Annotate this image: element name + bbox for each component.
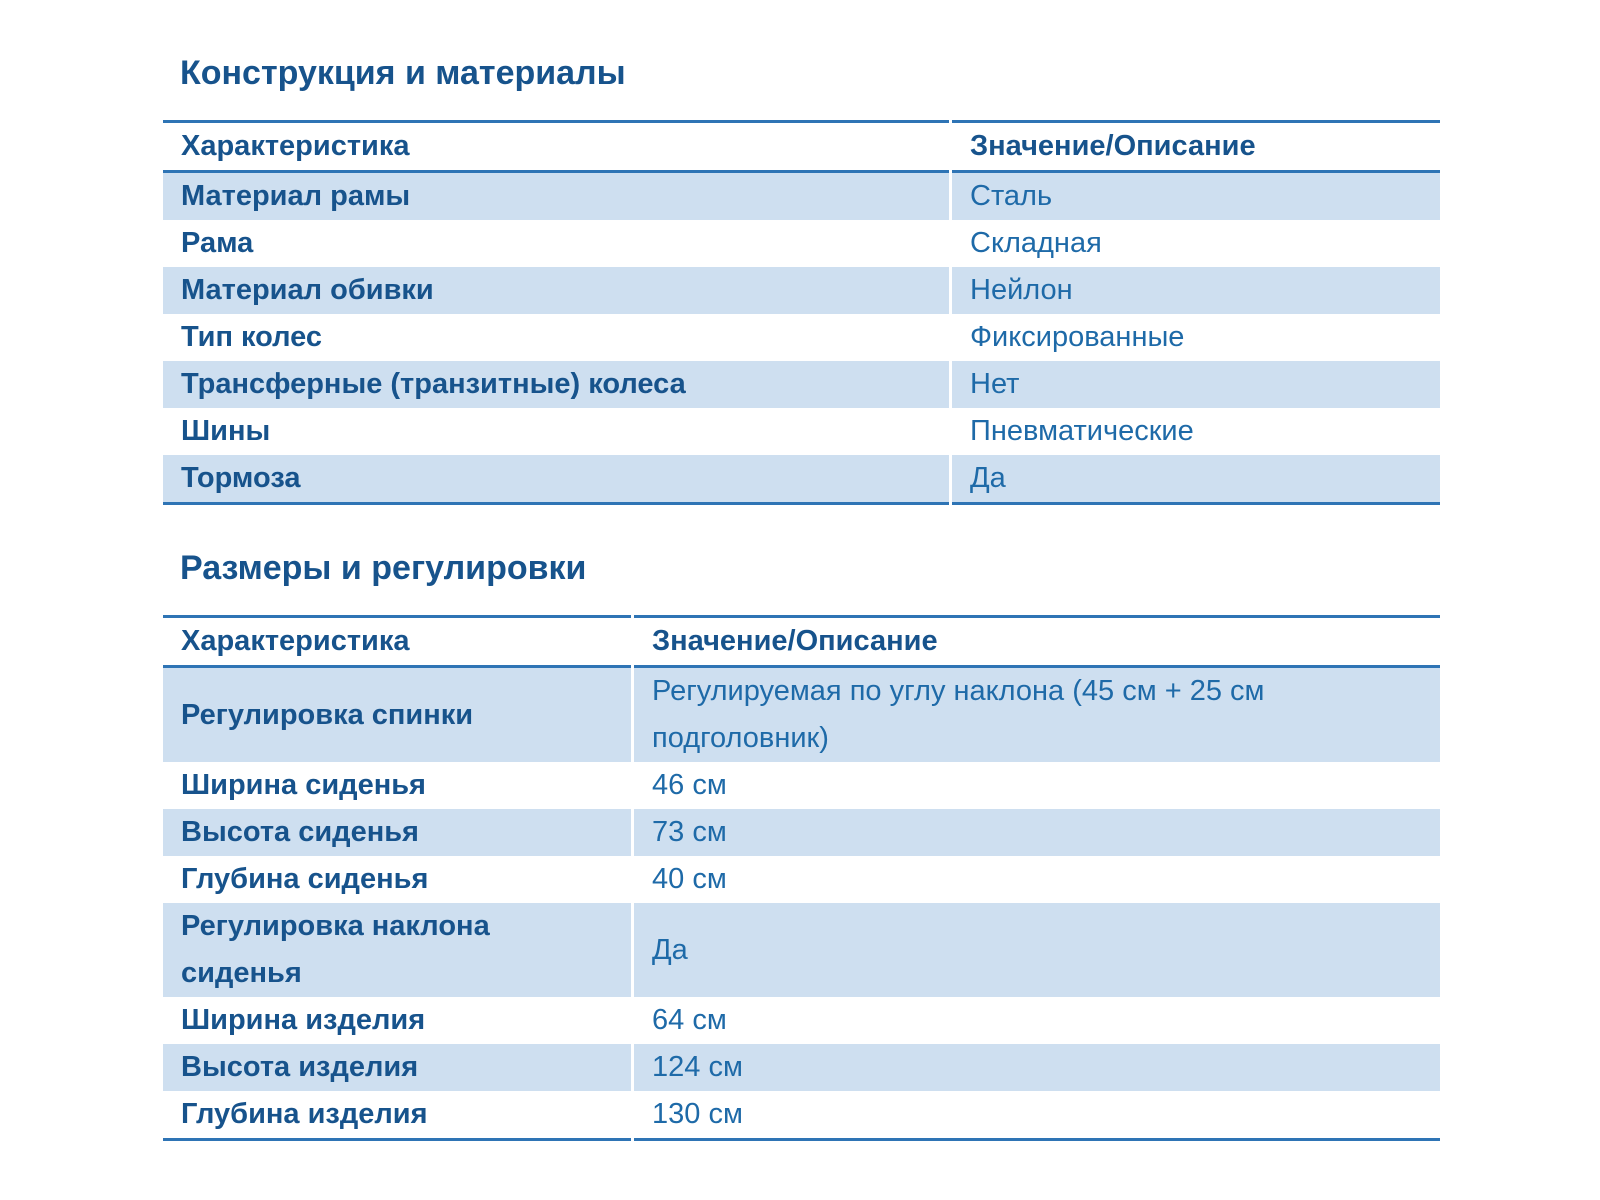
spec-label: Высота сиденья xyxy=(163,809,631,856)
spec-label: Материал рамы xyxy=(163,173,949,220)
spec-label: Тормоза xyxy=(163,455,949,505)
spec-label: Регулировка наклона сиденья xyxy=(163,903,631,997)
section-title-dimensions: Размеры и регулировки xyxy=(180,549,587,587)
table-row xyxy=(163,668,1440,762)
spec-label: Глубина сиденья xyxy=(181,863,429,895)
spec-value: Сталь xyxy=(952,173,1440,220)
spec-value: Да xyxy=(952,455,1440,505)
spec-label: Ширина сиденья xyxy=(181,769,426,801)
spec-label: Трансферные (транзитные) колеса xyxy=(163,361,949,408)
spec-value: Складная xyxy=(970,227,1102,259)
table-row xyxy=(163,408,1440,455)
spec-label: Материал обивки xyxy=(163,267,949,314)
spec-value: Нет xyxy=(952,361,1440,408)
spec-label: Тип колес xyxy=(181,321,323,353)
table-row xyxy=(163,455,1440,505)
table-row xyxy=(163,1044,1440,1091)
table-row xyxy=(163,856,1440,903)
table-row xyxy=(163,314,1440,361)
table-row xyxy=(163,361,1440,408)
table-row xyxy=(163,1091,1440,1141)
spec-value: Да xyxy=(634,903,1440,997)
table-row xyxy=(163,267,1440,314)
spec-value: Фиксированные xyxy=(970,321,1185,353)
spec-label: Рама xyxy=(181,227,254,259)
spec-label: Регулировка спинки xyxy=(163,668,631,762)
section-title-construction: Конструкция и материалы xyxy=(180,54,626,92)
spec-value: Нейлон xyxy=(952,267,1440,314)
spec-value: 40 см xyxy=(652,863,727,895)
column-header-value: Значение/Описание xyxy=(634,615,1440,668)
table-row xyxy=(163,173,1440,220)
spec-value: 73 см xyxy=(634,809,1440,856)
spec-label: Глубина изделия xyxy=(163,1091,631,1141)
table-row xyxy=(163,220,1440,267)
table-header-row xyxy=(163,120,1440,173)
spec-label: Ширина изделия xyxy=(181,1004,426,1036)
column-header-characteristic: Характеристика xyxy=(163,615,631,668)
section-dimensions xyxy=(160,547,1443,1141)
spec-value: 46 см xyxy=(652,769,727,801)
spec-value: 124 см xyxy=(634,1044,1440,1091)
spec-value: 64 см xyxy=(652,1004,727,1036)
table-row xyxy=(163,809,1440,856)
spec-value: Пневматические xyxy=(970,415,1194,447)
spec-table-construction xyxy=(160,120,1443,505)
spec-label: Шины xyxy=(181,415,271,447)
spec-label: Высота изделия xyxy=(163,1044,631,1091)
spec-table-dimensions xyxy=(160,615,1443,1141)
table-row xyxy=(163,762,1440,809)
table-row xyxy=(163,903,1440,997)
column-header-value: Значение/Описание xyxy=(952,120,1440,173)
table-header-row xyxy=(163,615,1440,668)
section-construction xyxy=(160,52,1443,505)
spec-value: Регулируемая по углу наклона (45 см + 25 см подголовник) xyxy=(634,668,1440,762)
table-row xyxy=(163,997,1440,1044)
spec-value: 130 см xyxy=(634,1091,1440,1141)
column-header-characteristic: Характеристика xyxy=(163,120,949,173)
